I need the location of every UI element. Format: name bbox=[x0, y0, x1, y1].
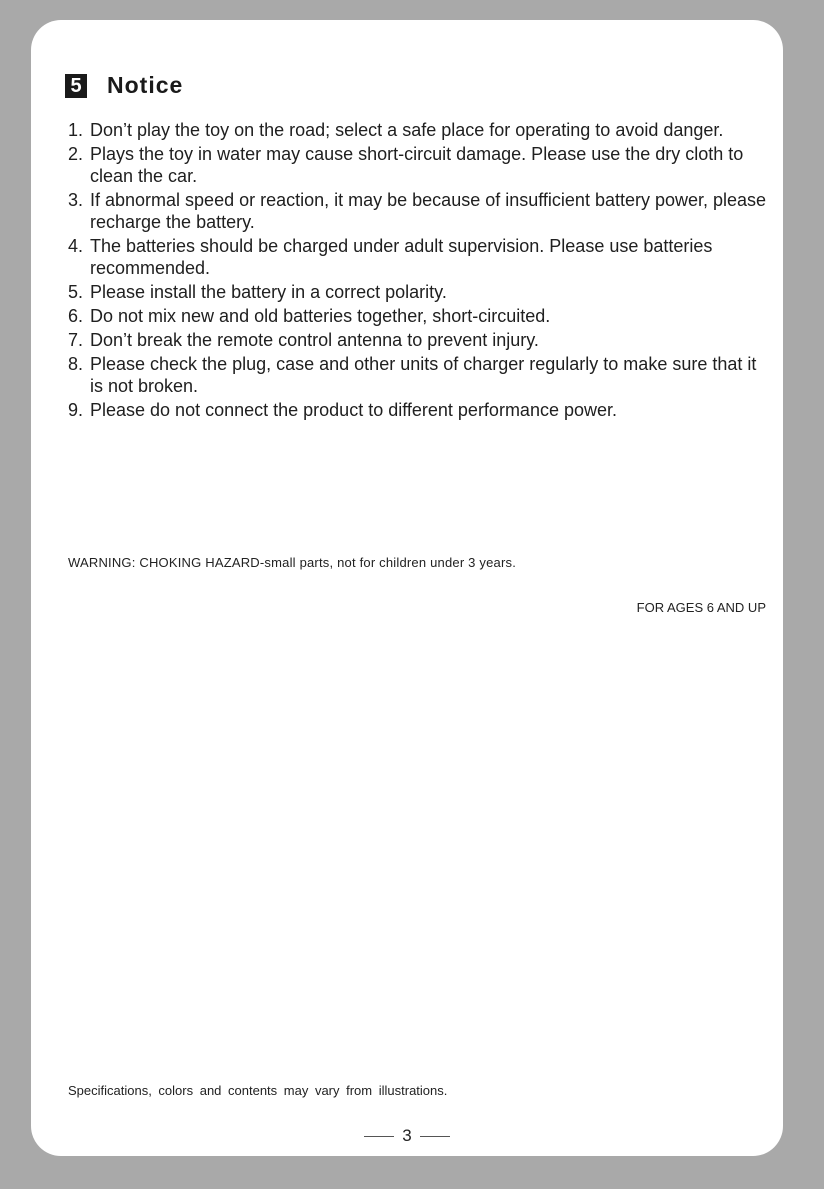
notice-item bbox=[68, 235, 768, 279]
notice-item bbox=[68, 189, 768, 233]
notice-item bbox=[68, 143, 768, 187]
notice-item bbox=[68, 399, 768, 421]
notice-text: Do not mix new and old batteries together, short-circuited. bbox=[90, 306, 551, 326]
notice-item bbox=[68, 329, 768, 351]
notice-item bbox=[68, 353, 768, 397]
notice-number: 2. bbox=[68, 144, 84, 164]
notice-number: 3. bbox=[68, 190, 84, 210]
notice-text: If abnormal speed or reaction, it may be because of insufficient battery power, please recharge the battery. bbox=[90, 190, 767, 232]
notice-number: 8. bbox=[68, 354, 84, 374]
notice-number: 7. bbox=[68, 330, 84, 350]
notice-text: The batteries should be charged under adult supervision. Please use batteries recommended. bbox=[90, 236, 713, 278]
notice-item bbox=[68, 119, 768, 141]
notice-list bbox=[68, 119, 768, 423]
manual-page bbox=[31, 20, 783, 1156]
notice-text: Plays the toy in water may cause short-circuit damage. Please use the dry cloth to clean the car. bbox=[90, 144, 744, 186]
notice-text: Please check the plug, case and other units of charger regularly to make sure that it is not broken. bbox=[90, 354, 757, 396]
notice-number: 4. bbox=[68, 236, 84, 256]
section-heading bbox=[65, 72, 183, 99]
notice-text: Don’t break the remote control antenna to prevent injury. bbox=[90, 330, 539, 350]
specifications-disclaimer: Specifications, colors and contents may vary from illustrations. bbox=[68, 1083, 448, 1098]
age-recommendation: FOR AGES 6 AND UP bbox=[636, 600, 766, 615]
notice-number: 5. bbox=[68, 282, 84, 302]
notice-item bbox=[68, 305, 768, 327]
notice-text: Please do not connect the product to different performance power. bbox=[90, 400, 618, 420]
notice-number: 9. bbox=[68, 400, 84, 420]
page-number: 3 bbox=[402, 1126, 412, 1145]
section-title: Notice bbox=[107, 72, 184, 98]
notice-number: 1. bbox=[68, 120, 84, 140]
footer-rule-left bbox=[364, 1136, 394, 1137]
notice-text: Please install the battery in a correct polarity. bbox=[90, 282, 447, 302]
choking-hazard-warning: WARNING: CHOKING HAZARD-small parts, not for children under 3 years. bbox=[68, 555, 517, 570]
section-number-badge: 5 bbox=[65, 74, 87, 98]
footer-rule-right bbox=[420, 1136, 450, 1137]
notice-number: 6. bbox=[68, 306, 84, 326]
notice-item bbox=[68, 281, 768, 303]
page-footer bbox=[31, 1126, 783, 1146]
notice-text: Don’t play the toy on the road; select a safe place for operating to avoid danger. bbox=[90, 120, 724, 140]
